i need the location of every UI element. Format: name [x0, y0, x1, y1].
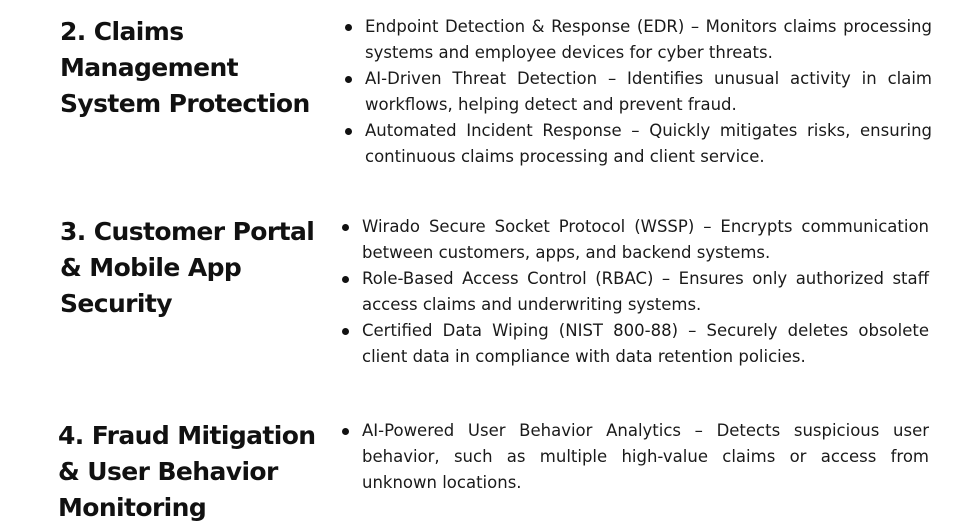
bullet-item: AI-Driven Threat Detection – Identifies unusual activity in claim workflows, helping detect and prevent fraud. — [342, 66, 932, 118]
bullet-item: Automated Incident Response – Quickly mitigates risks, ensuring continuous claims processing and client service. — [342, 118, 932, 170]
bullet-item: Wirado Secure Socket Protocol (WSSP) – Encrypts communication between customers, apps, and backend systems. — [339, 214, 929, 266]
bullet-item: AI-Powered User Behavior Analytics – Detects suspicious user behavior, such as multiple high-value claims or access from unknown locations. — [339, 418, 929, 496]
bullet-item: Certified Data Wiping (NIST 800-88) – Securely deletes obsolete client data in compliance with data retention policies. — [339, 318, 929, 370]
bullet-list — [342, 14, 932, 170]
section-title: 2. Claims Management System Protection — [60, 17, 310, 118]
section-title: 4. Fraud Mitigation & User Behavior Monitoring — [58, 421, 316, 522]
bullet-list — [339, 418, 929, 496]
bullet-list — [339, 214, 929, 370]
bullet-item: Endpoint Detection & Response (EDR) – Monitors claims processing systems and employee devices for cyber threats. — [342, 14, 932, 66]
section-title: 3. Customer Portal & Mobile App Security — [60, 217, 315, 318]
bullet-item: Role-Based Access Control (RBAC) – Ensures only authorized staff access claims and underwriting systems. — [339, 266, 929, 318]
